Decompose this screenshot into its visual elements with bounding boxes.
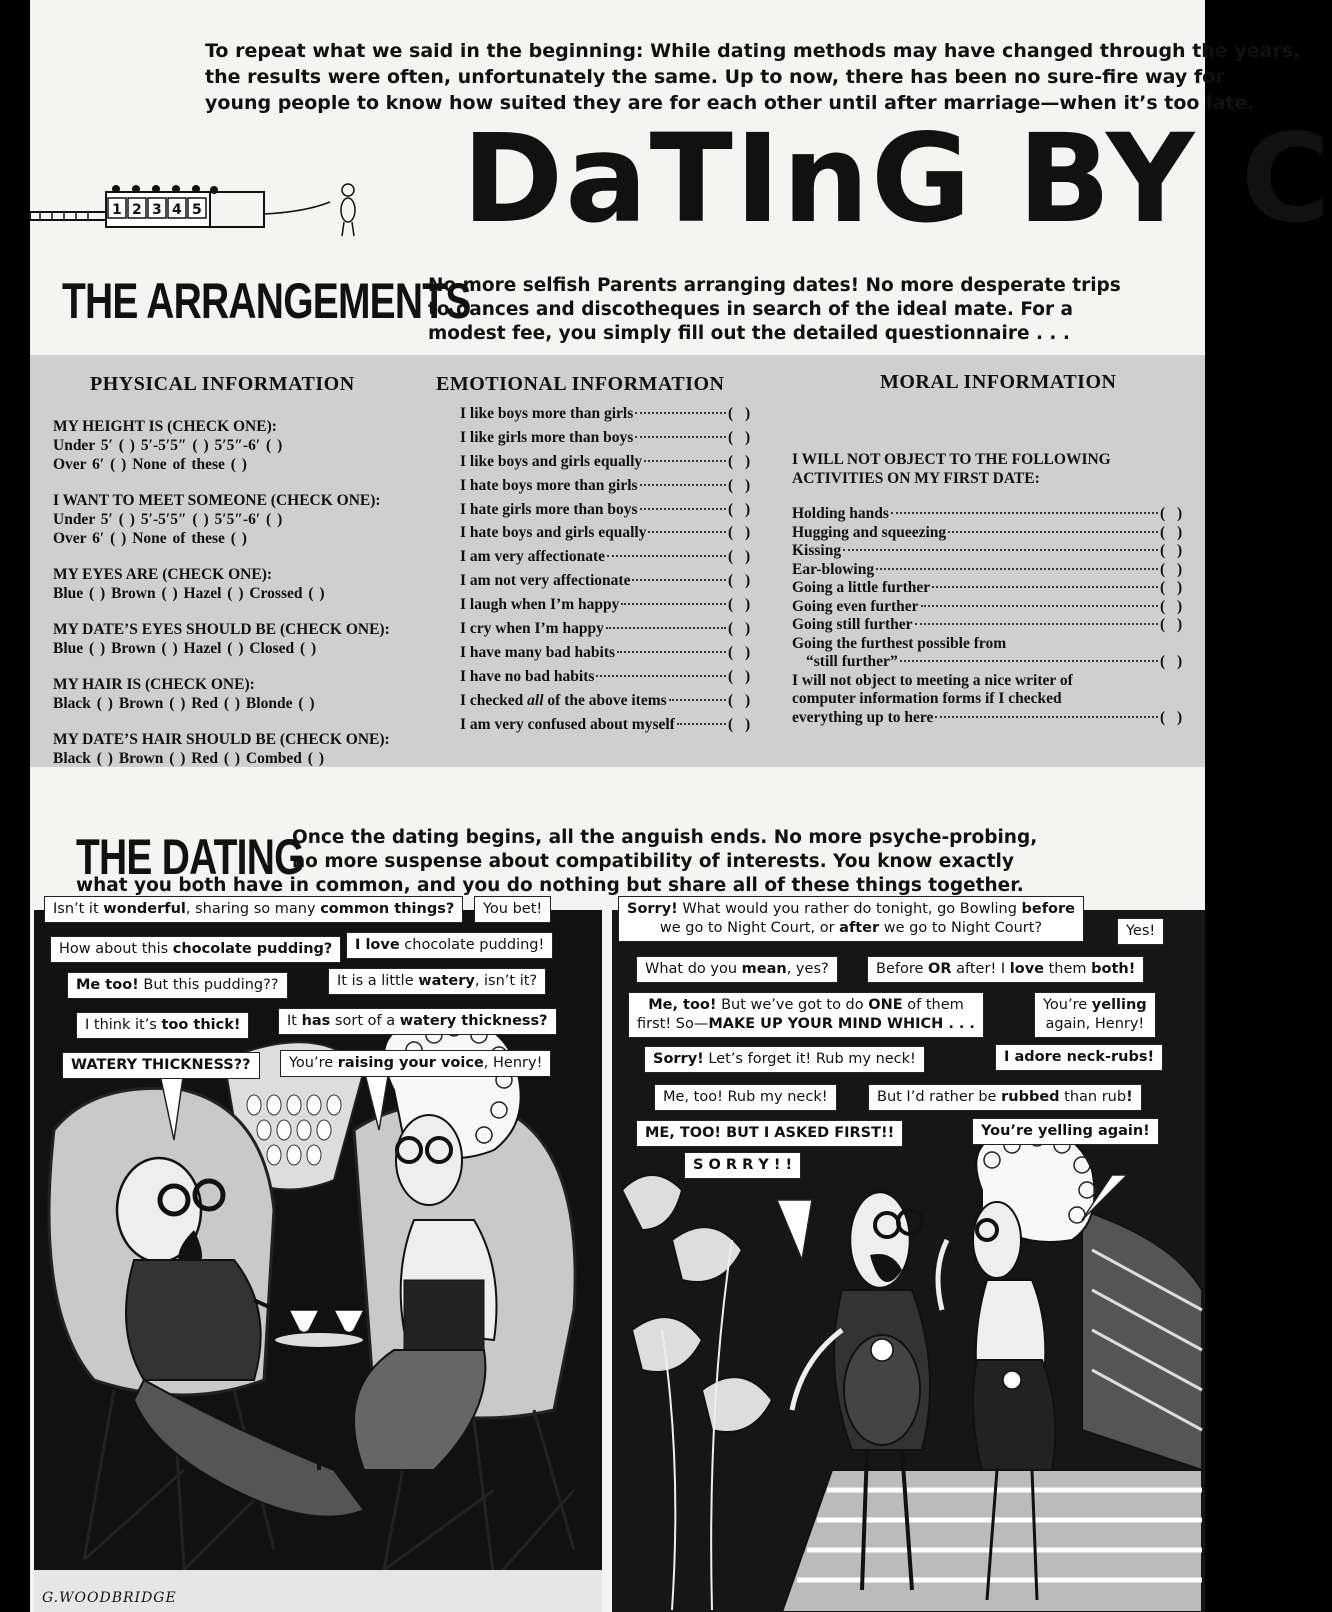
question-text: MY HEIGHT IS (CHECK ONE):: [53, 418, 277, 435]
emotional-item-label: I hate boys and girls equally: [460, 524, 647, 542]
intro-line: To repeat what we said in the beginning: While dating methods may have changed through the years,: [205, 40, 1301, 62]
leader-dots: [876, 568, 1158, 570]
question-text: MY DATE’S EYES SHOULD BE (CHECK ONE):: [53, 621, 390, 638]
page-title: DaTInG BY C: [462, 108, 1332, 250]
leader-dots: [843, 549, 1158, 551]
question: [53, 730, 443, 768]
speech-bubble: You bet!: [474, 896, 551, 923]
leader-dots: [932, 586, 1158, 588]
moral-item-label: Going still further: [792, 616, 913, 633]
check-box[interactable]: ( ): [728, 715, 751, 733]
magazine-page: [30, 0, 1332, 1612]
question: [53, 565, 443, 603]
moral-item-label: Going even further: [792, 597, 919, 615]
speech-bubble: Yes!: [1117, 918, 1164, 945]
check-box[interactable]: ( ): [728, 452, 751, 470]
question-options[interactable]: Black ( ) Brown ( ) Red ( ) Combed ( ): [53, 750, 324, 767]
emotional-item[interactable]: [460, 596, 760, 620]
leader-dots: [669, 699, 726, 701]
question-options[interactable]: Blue ( ) Brown ( ) Hazel ( ) Crossed ( ): [53, 585, 325, 602]
check-box[interactable]: ( ): [1160, 708, 1183, 726]
emotional-item[interactable]: [460, 644, 760, 668]
speech-bubble: ME, TOO! BUT I ASKED FIRST!!: [636, 1120, 903, 1147]
emotional-item[interactable]: [460, 668, 760, 692]
check-box[interactable]: ( ): [1160, 560, 1183, 578]
question: [53, 491, 443, 548]
moral-item-label: Ear-blowing: [792, 560, 875, 578]
emotional-heading: EMOTIONAL INFORMATION: [436, 373, 725, 395]
speech-bubble: Before OR after! I love them both!: [867, 956, 1144, 983]
emotional-item-label: I hate girls more than boys: [460, 500, 638, 518]
leader-dots: [915, 623, 1158, 625]
check-box[interactable]: ( ): [1160, 616, 1183, 633]
arrangements-text: [428, 274, 1121, 346]
check-box[interactable]: ( ): [728, 691, 751, 709]
arrangements-heading: THE ARRANGEMENTS: [62, 273, 471, 329]
speech-bubble: It has sort of a watery thickness?: [278, 1008, 557, 1035]
speech-bubble: You’re yelling again!: [972, 1118, 1159, 1145]
moral-item-label: “still further”: [806, 653, 898, 670]
speech-bubble: I think it’s too thick!: [76, 1012, 249, 1039]
moral-item[interactable]: [792, 524, 1192, 543]
moral-item-label: Kissing: [792, 542, 842, 559]
dating-text: [292, 826, 1037, 874]
leader-dots: [677, 723, 726, 725]
leader-dots: [635, 436, 726, 438]
moral-items: [792, 505, 1192, 635]
cartoon-panel-right: [612, 901, 1205, 1612]
dating-line: what you both have in common, and you do nothing but share all of these things together.: [76, 875, 1024, 896]
arrangements-line: modest fee, you simply fill out the detailed questionnaire . . .: [428, 323, 1070, 344]
speech-bubble: But I’d rather be rubbed than rub!: [868, 1084, 1142, 1111]
gate-number: 2: [132, 202, 142, 218]
moral-item[interactable]: [792, 653, 1192, 672]
emotional-item-label: I like boys more than girls: [460, 405, 634, 422]
speech-bubble: How about this chocolate pudding?: [50, 936, 341, 963]
question-text: MY DATE’S HAIR SHOULD BE (CHECK ONE):: [53, 731, 390, 748]
moral-item[interactable]: [792, 616, 1192, 635]
check-box[interactable]: ( ): [1160, 579, 1183, 596]
emotional-item-label: I hate boys more than girls: [460, 476, 638, 494]
emotional-item[interactable]: [460, 692, 760, 716]
leader-dots: [635, 412, 726, 414]
moral-intro-line: ACTIVITIES ON MY FIRST DATE:: [792, 470, 1040, 487]
intro-paragraph: [205, 38, 1301, 116]
leader-dots: [596, 675, 726, 677]
intro-line: young people to know how suited they are for each other until after marriage—when it’s too late.: [205, 92, 1255, 114]
speech-bubble: What do you mean, yes?: [636, 956, 838, 983]
artist-signature: G.WOODBRIDGE: [42, 1590, 177, 1606]
check-box[interactable]: ( ): [1160, 597, 1183, 615]
moral-heading: MORAL INFORMATION: [880, 371, 1117, 393]
leader-dots: [921, 605, 1158, 607]
moral-item[interactable]: [792, 709, 1192, 728]
arrangements-line: No more selfish Parents arranging dates! No more desperate trips: [428, 275, 1121, 296]
speech-bubble: Sorry! Let’s forget it! Rub my neck!: [644, 1046, 925, 1073]
question-options[interactable]: Under 5′ ( ) 5′-5′5″ ( ) 5′5″-6′ ( ): [53, 511, 283, 528]
moral-item[interactable]: [792, 542, 1192, 561]
moral-item[interactable]: [792, 561, 1192, 580]
leader-dots: [640, 484, 726, 486]
speech-bubble: Me too! But this pudding??: [67, 972, 288, 999]
moral-item-label: Going a little further: [792, 579, 931, 596]
emotional-item-label: I am not very affectionate: [460, 572, 631, 590]
emotional-item-label: I have no bad habits: [460, 667, 595, 685]
moral-item-label: Going the furthest possible from: [792, 634, 1007, 652]
questionnaire: [30, 355, 1205, 767]
dating-line: no more suspense about compatibility of interests. You know exactly: [292, 851, 1014, 872]
speech-bubble: I love chocolate pudding!: [346, 932, 553, 959]
check-box[interactable]: ( ): [1160, 542, 1183, 559]
speech-bubble: Isn’t it wonderful, sharing so many common things?: [44, 896, 463, 923]
leader-dots: [617, 651, 726, 653]
leader-dots: [935, 716, 1158, 718]
emotional-item-label: I cry when I’m happy: [460, 620, 604, 638]
check-box[interactable]: ( ): [728, 620, 751, 638]
question-options[interactable]: Black ( ) Brown ( ) Red ( ) Blonde ( ): [53, 695, 315, 712]
speech-bubble: Me, too! Rub my neck!: [654, 1084, 837, 1111]
question-text: I WANT TO MEET SOMEONE (CHECK ONE):: [53, 492, 381, 509]
check-box[interactable]: ( ): [728, 428, 751, 446]
emotional-item[interactable]: [460, 477, 760, 501]
check-box[interactable]: ( ): [1160, 653, 1183, 670]
leader-dots: [606, 627, 726, 629]
gate-number: 3: [152, 202, 162, 218]
moral-item-label: computer information forms if I checked: [792, 690, 1062, 707]
check-box[interactable]: ( ): [728, 405, 751, 422]
moral-item-label: I will not object to meeting a nice writer of: [792, 671, 1073, 689]
emotional-item[interactable]: [460, 453, 760, 477]
moral-item-label: Hugging and squeezing: [792, 523, 947, 541]
emotional-item-label: I am very affectionate: [460, 548, 606, 566]
moral-item[interactable]: [792, 505, 1192, 524]
question-options[interactable]: Over 6′ ( ) None of these ( ): [53, 456, 247, 473]
question-text: MY EYES ARE (CHECK ONE):: [53, 566, 273, 583]
check-box[interactable]: ( ): [1160, 523, 1183, 541]
check-box[interactable]: ( ): [728, 500, 751, 518]
leader-dots: [621, 603, 726, 605]
emotional-item[interactable]: [460, 716, 760, 740]
emotional-list: [460, 405, 760, 739]
question-options[interactable]: Over 6′ ( ) None of these ( ): [53, 530, 247, 547]
question: [53, 620, 443, 658]
emotional-item[interactable]: [460, 524, 760, 548]
emotional-item[interactable]: [460, 548, 760, 572]
check-box[interactable]: ( ): [728, 667, 751, 685]
emotional-item[interactable]: [460, 501, 760, 525]
emotional-item[interactable]: [460, 572, 760, 596]
leader-dots: [891, 512, 1158, 514]
dating-text-last: [76, 874, 1024, 898]
speech-bubble: I adore neck-rubs!: [995, 1044, 1163, 1071]
dating-heading: THE DATING: [76, 829, 304, 885]
check-box[interactable]: ( ): [1160, 505, 1183, 522]
emotional-item-label: I have many bad habits: [460, 643, 616, 661]
leader-dots: [900, 660, 1158, 662]
leader-dots: [648, 531, 726, 533]
physical-heading: PHYSICAL INFORMATION: [90, 373, 355, 395]
check-box[interactable]: ( ): [728, 643, 751, 661]
check-box[interactable]: ( ): [728, 572, 751, 590]
moral-item-label: Holding hands: [792, 505, 889, 522]
moral-list: [792, 450, 1192, 727]
moral-item[interactable]: [792, 579, 1192, 598]
leader-dots: [948, 531, 1158, 533]
intro-line: the results were often, unfortunately the same. Up to now, there has been no sure-fire way for: [205, 66, 1225, 88]
emotional-item[interactable]: [460, 620, 760, 644]
speech-bubble: S O R R Y ! !: [684, 1152, 801, 1179]
emotional-item-label: I am very confused about myself: [460, 715, 675, 733]
leader-dots: [640, 508, 726, 510]
emotional-item[interactable]: [460, 429, 760, 453]
gate-number: 5: [192, 202, 202, 218]
moral-intro-line: I WILL NOT OBJECT TO THE FOLLOWING: [792, 451, 1111, 468]
check-box[interactable]: ( ): [728, 548, 751, 566]
speech-bubble: WATERY THICKNESS??: [62, 1052, 260, 1079]
question: [53, 675, 443, 713]
speech-bubble: Me, too! But we’ve got to do ONE of them first! So—MAKE UP YOUR MIND WHICH . . .: [628, 992, 984, 1038]
check-box[interactable]: ( ): [728, 476, 751, 494]
leader-dots: [607, 555, 726, 557]
starting-gate-illustration: [30, 172, 375, 242]
dating-line: Once the dating begins, all the anguish ends. No more psyche-probing,: [292, 827, 1038, 848]
arrangements-line: to dances and discotheques in search of the ideal mate. For a: [428, 299, 1073, 320]
question-options[interactable]: Blue ( ) Brown ( ) Hazel ( ) Closed ( ): [53, 640, 317, 657]
moral-item-label: everything up to here: [792, 708, 934, 726]
speech-bubble: You’re raising your voice, Henry!: [280, 1050, 551, 1077]
emotional-item-label: I like girls more than boys: [460, 428, 634, 446]
check-box[interactable]: ( ): [728, 596, 751, 614]
moral-item[interactable]: [792, 598, 1192, 617]
emotional-item-label: I like boys and girls equally: [460, 452, 643, 470]
question-text: MY HAIR IS (CHECK ONE):: [53, 676, 255, 693]
question: [53, 417, 443, 474]
leader-dots: [644, 460, 726, 462]
question-options[interactable]: Under 5′ ( ) 5′-5′5″ ( ) 5′5″-6′ ( ): [53, 437, 283, 454]
emotional-item-label: I laugh when I’m happy: [460, 596, 620, 614]
physical-questions: [53, 417, 443, 785]
gate-number: 1: [112, 202, 122, 218]
speech-bubble: It is a little watery, isn’t it?: [328, 968, 546, 995]
speech-bubble: Sorry! What would you rather do tonight, go Bowling before we go to Night Court, or after we go to Night Court?: [618, 896, 1084, 942]
gate-number: 4: [172, 202, 182, 218]
moral-intro: [792, 450, 1192, 488]
check-box[interactable]: ( ): [728, 524, 751, 542]
leader-dots: [632, 579, 726, 581]
emotional-item[interactable]: [460, 405, 760, 429]
emotional-item-label: I checked all of the above items: [460, 691, 667, 709]
speech-bubble: You’re yelling again, Henry!: [1034, 992, 1156, 1038]
cartoon-panel-left: [34, 901, 602, 1612]
